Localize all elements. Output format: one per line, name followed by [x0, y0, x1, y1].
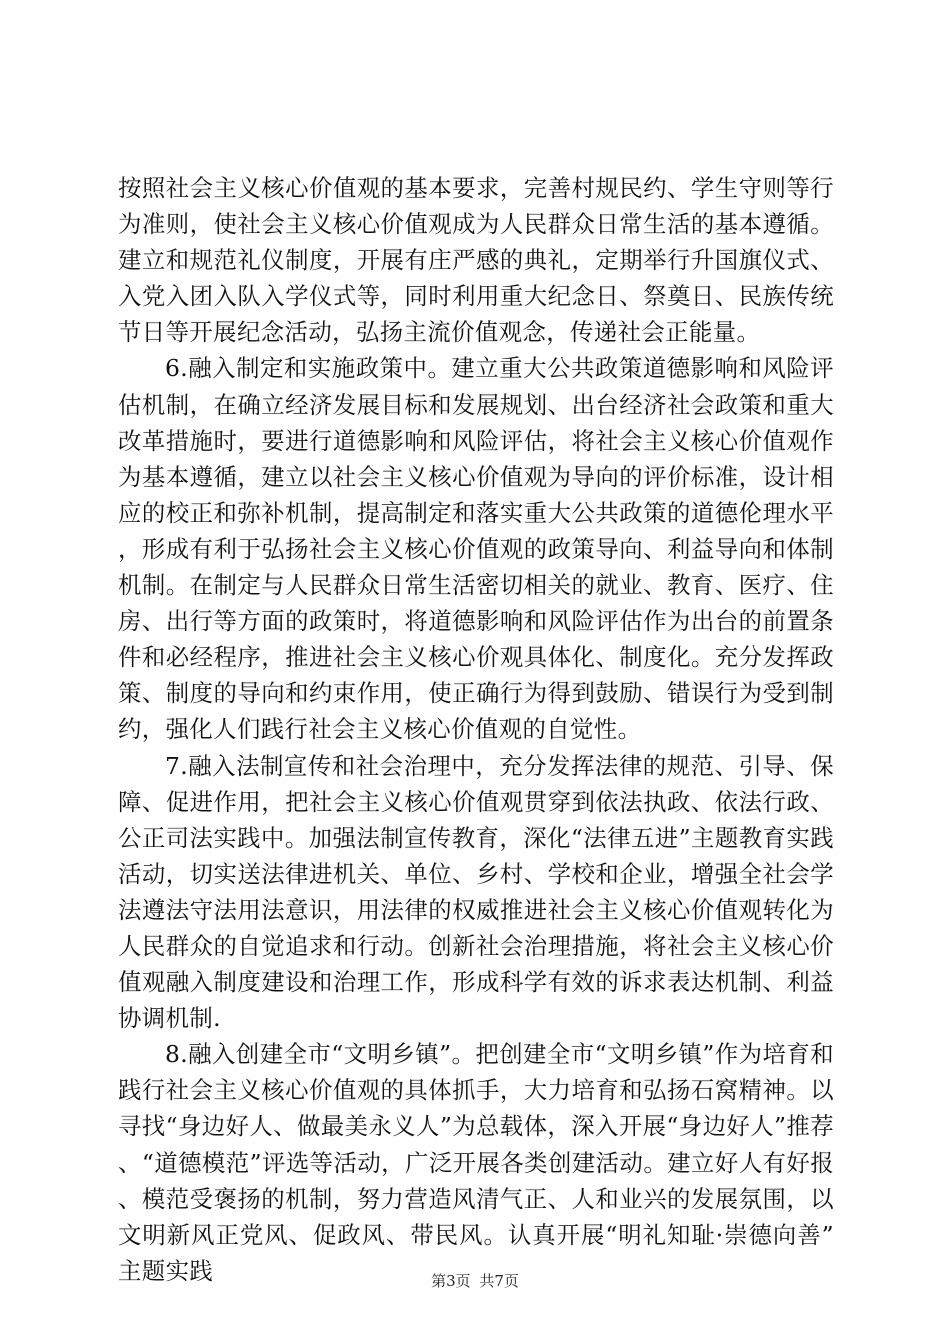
- page-total: 共7页: [479, 1272, 519, 1290]
- page-footer: [0, 1271, 950, 1291]
- paragraph-continued: 按照社会主义核心价值观的基本要求，完善村规民约、学生守则等行为准则，使社会主义核心价值观成为人民群众日常生活的基本遵循。建立和规范礼仪制度，开展有庄严感的典礼，定期举行升国旗仪式、入党入团入队入学仪式等，同时利用重大纪念日、祭奠日、民族传统节日等开展纪念活动，弘扬主流价值观念，传递社会正能量。: [118, 174, 834, 347]
- paragraph-item-7: 7.融入法制宣传和社会治理中，充分发挥法律的规范、引导、保障、促进作用，把社会主义核心价值观贯穿到依法执政、依法行政、公正司法实践中。加强法制宣传教育，深化“法律五进”主题教育实践活动，切实送法律进机关、单位、乡村、学校和企业，增强全社会学法遵法守法用法意识，用法律的权威推进社会主义核心价值观转化为人民群众的自觉追求和行动。创新社会治理措施，将社会主义核心价值观融入制度建设和治理工作，形成科学有效的诉求表达机制、利益协调机制.: [118, 751, 834, 1033]
- document-body: [118, 170, 834, 1289]
- page-number: 第3页: [431, 1272, 471, 1290]
- paragraph-item-6: 6.融入制定和实施政策中。建立重大公共政策道德影响和风险评估机制，在确立经济发展目标和发展规划、出台经济社会政策和重大改革措施时，要进行道德影响和风险评估，将社会主义核心价值观作为基本遵循，建立以社会主义核心价值观为导向的评价标准，设计相应的校正和弥补机制，提高制定和落实重大公共政策的道德伦理水平，形成有利于弘扬社会主义核心价值观的政策导向、利益导向和体制机制。在制定与人民群众日常生活密切相关的就业、教育、医疗、住房、出行等方面的政策时，将道德影响和风险评估作为出台的前置条件和必经程序，推进社会主义核心价观具体化、制度化。充分发挥政策、制度的导向和约束作用，使正确行为得到鼓励、错误行为受到制约，强化人们践行社会主义核心价值观的自觉性。: [118, 354, 834, 744]
- paragraph-item-8: 8.融入创建全市“文明乡镇”。把创建全市“文明乡镇”作为培育和践行社会主义核心价值观的具体抓手，大力培育和弘扬石窝精神。以寻找“身边好人、做最美永义人”为总载体，深入开展“身边好人”推荐、“道德模范”评选等活动，广泛开展各类创建活动。建立好人有好报、模范受褒扬的机制，努力营造风清气正、人和业兴的发展氛围，以文明新风正党风、促政风、带民风。认真开展“明礼知耻·崇德向善”主题实践: [118, 1040, 834, 1285]
